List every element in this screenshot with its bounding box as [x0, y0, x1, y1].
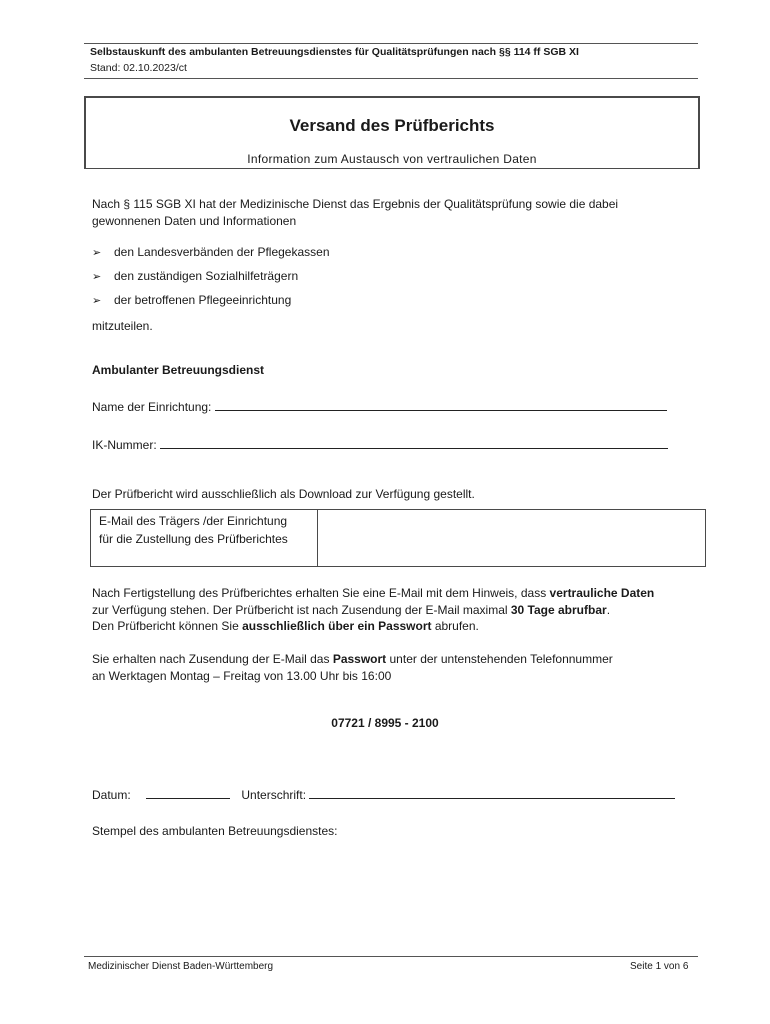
intro-paragraph [92, 196, 702, 229]
email-value-cell[interactable] [318, 510, 705, 566]
footer-rule [84, 956, 698, 957]
footer-organization: Medizinischer Dienst Baden-Württemberg [88, 961, 274, 972]
date-line[interactable] [146, 787, 230, 799]
header-top-rule [84, 43, 698, 44]
signature-line[interactable] [309, 787, 675, 799]
name-field-row [92, 399, 702, 416]
info1-bold: ausschließlich über ein Passwort [242, 619, 432, 633]
stamp-label: Stempel des ambulanten Betreuungsdienstes: [92, 824, 338, 838]
section-title: Ambulanter Betreuungsdienst [92, 363, 265, 377]
email-label-line-2: für die Zustellung des Prüfberichtes [99, 532, 288, 546]
title-box [84, 96, 700, 169]
info1-text: zur Verfügung stehen. Der Prüfbericht ist nach Zusendung der E-Mail maximal [92, 602, 511, 617]
phone-number: 07721 / 8995 - 2100 [331, 716, 439, 730]
email-label-cell [91, 510, 318, 566]
list-item [92, 245, 330, 259]
info1-text: Nach Fertigstellung des Prüfberichtes erhalten Sie eine E-Mail mit dem Hinweis, dass [92, 586, 550, 600]
arrow-bullet-icon: ➢ [92, 247, 102, 259]
footer-page-number: Seite 1 von 6 [630, 961, 689, 972]
list-item [92, 293, 291, 307]
list-item [92, 269, 298, 283]
page-title: Versand des Prüfberichts [289, 116, 495, 135]
intro-line-2: gewonnenen Daten und Informationen [92, 213, 297, 228]
info2-text: Sie erhalten nach Zusendung der E-Mail das [92, 652, 333, 666]
header-bottom-rule [84, 78, 698, 79]
arrow-bullet-icon: ➢ [92, 271, 102, 283]
info-paragraph-1 [92, 585, 702, 635]
date-label: Datum: [92, 788, 131, 802]
email-label-line-1: E-Mail des Trägers /der Einrichtung [99, 514, 288, 528]
ik-field-line[interactable] [160, 437, 668, 449]
info1-line-3 [92, 618, 702, 635]
document-header-stand: Stand: 02.10.2023/ct [90, 62, 187, 74]
info-paragraph-2 [92, 651, 702, 684]
info1-text: abrufen. [431, 619, 479, 633]
list-item-label: der betroffenen Pflegeeinrichtung [114, 293, 292, 307]
list-item-label: den Landesverbänden der Pflegekassen [114, 245, 330, 259]
mitzuteilen-text: mitzuteilen. [92, 319, 153, 333]
email-table [90, 509, 706, 567]
signature-label: Unterschrift: [241, 788, 307, 802]
ik-field-label: IK-Nummer: [92, 438, 157, 452]
arrow-bullet-icon: ➢ [92, 295, 102, 307]
info1-line-1 [92, 585, 702, 602]
name-field-label: Name der Einrichtung: [92, 400, 212, 414]
info2-bold: Passwort [332, 652, 387, 666]
list-item-label: den zuständigen Sozialhilfeträgern [114, 269, 299, 283]
info1-bold: vertrauliche Daten [549, 586, 655, 600]
info2-line-2: an Werktagen Montag – Freitag von 13.00 Uhr bis 16:00 [92, 668, 392, 683]
download-note: Der Prüfbericht wird ausschließlich als Download zur Verfügung gestellt. [92, 487, 475, 501]
page-subtitle: Information zum Austausch von vertraulichen Daten [247, 152, 537, 166]
intro-line-1: Nach § 115 SGB XI hat der Medizinische Dienst das Ergebnis der Qualitätsprüfung sowie die dabei [92, 197, 619, 211]
info1-text: Den Prüfbericht können Sie [92, 619, 243, 633]
ik-field-row [92, 437, 702, 454]
info2-line-1 [92, 651, 702, 668]
info1-bold: 30 Tage abrufbar [510, 602, 607, 617]
info1-text: . [606, 602, 611, 617]
signature-row [92, 787, 702, 804]
info1-line-2 [92, 602, 702, 619]
info2-text: unter der untenstehenden Telefonnummer [386, 652, 613, 666]
document-header-title: Selbstauskunft des ambulanten Betreuungsdienstes für Qualitätsprüfungen nach §§ 114 ff SGB XI [90, 46, 579, 58]
name-field-line[interactable] [215, 399, 667, 411]
